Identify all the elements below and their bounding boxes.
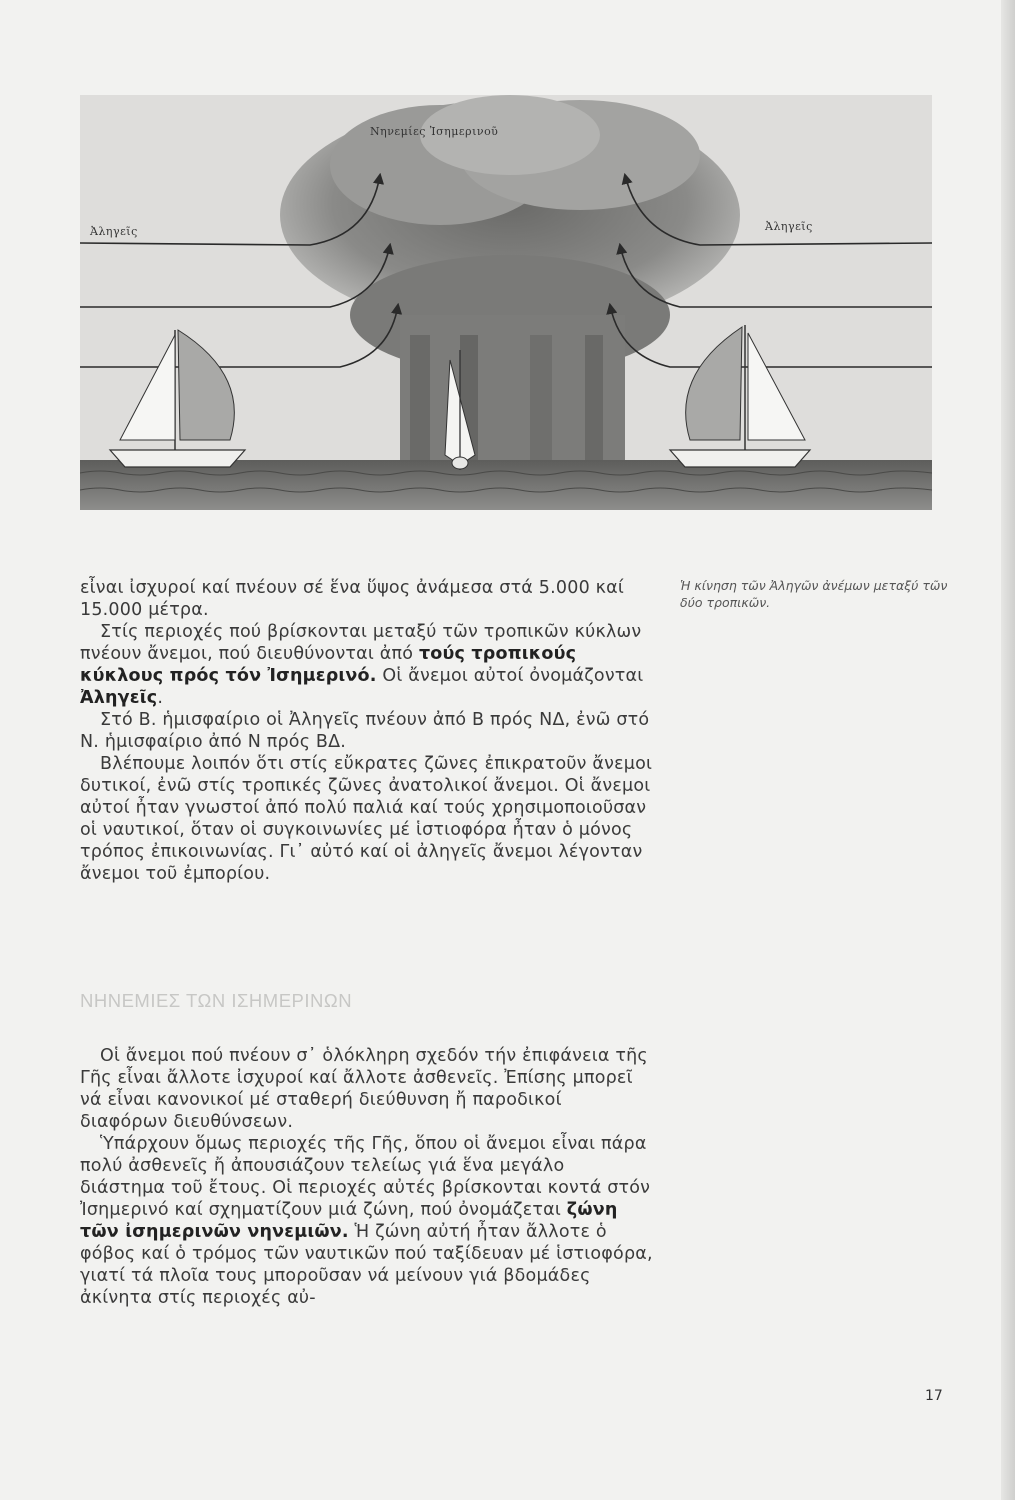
paragraph: Βλέπουμε λοιπόν ὅτι στίς εὔκρατες ζῶνες ἐπικρατοῦν ἄνεμοι δυτικοί, ἐνῶ στίς τροπικές ζῶνες ἀνατολικοί ἄνεμοι. Οἱ ἄνεμοι αὐτοί ἦταν γνωστοί ἀπό πολύ παλιά καί τούς χρησιμοποιοῦσαν οἱ ναυτικοί, ὅταν οἱ συγκοινωνίες μέ ἱστιοφόρα ἦταν ὁ μόνος τρόπος ἐπικοινωνίας. Γι᾽ αὐτό καί οἱ ἀληγεῖς ἄνεμοι λέγονταν ἄνεμοι τοῦ ἐμπορίου. (80, 754, 653, 884)
trade-winds-illustration (80, 95, 932, 510)
paragraph (80, 1133, 655, 1309)
section2-text (80, 1045, 655, 1309)
text-span: . (157, 688, 164, 708)
page-edge (1001, 0, 1015, 1500)
figure-label-top: Νηνεμίες Ἰσημερινοῦ (370, 125, 499, 138)
paragraph: Οἱ ἄνεμοι πού πνέουν σ᾽ ὁλόκληρη σχεδόν τήν ἐπιφάνεια τῆς Γῆς εἶναι ἄλλοτε ἰσχυροί καί ἄλλοτε ἀσθενεῖς. Ἐπίσης μπορεῖ νά εἶναι κανονικοί μέ σταθερή διεύθυνση ἤ παροδικοί διαφόρων διευθύνσεων. (80, 1046, 648, 1132)
paragraph (80, 621, 655, 709)
section1-text (80, 577, 655, 885)
page-number: 17 (925, 1388, 943, 1404)
figure-label-right: Ἀληγεῖς (765, 220, 813, 233)
text-span: Ἡ ζώνη αὐτή ἦταν ἄλλοτε ὁ φόβος καί ὁ τρόμος τῶν ναυτικῶν πού ταξίδευαν μέ ἱστιοφόρα, γιατί τά πλοῖα τους μποροῦσαν νά μείνουν γιά βδομάδες ἀκίνητα στίς περιοχές αὐ- (80, 1222, 653, 1308)
figure-caption: Ἡ κίνηση τῶν Ἀληγῶν ἀνέμων μεταξύ τῶν δύο τροπικῶν. (680, 578, 948, 610)
paragraph: εἶναι ἰσχυροί καί πνέουν σέ ἕνα ὕψος ἀνάμεσα στά 5.000 καί 15.000 μέτρα. (80, 578, 625, 620)
text-span: Στίς περιοχές πού βρίσκονται μεταξύ τῶν τροπικῶν κύκλων πνέουν ἄνεμοι, πού διευθύνονται ἀπό (80, 622, 642, 664)
figure-label-left: Ἀληγεῖς (90, 225, 138, 238)
bold-text: ζώνη τῶν ἰσημερινῶν νηνεμιῶν. (80, 1200, 618, 1242)
text-span: Ὑπάρχουν ὅμως περιοχές τῆς Γῆς, ὅπου οἱ ἄνεμοι εἶναι πάρα πολύ ἀσθενεῖς ἤ ἀπουσιάζουν τελείως γιά ἕνα μεγάλο διάστημα τοῦ ἔτους. Οἱ περιοχές αὐτές βρίσκονται κοντά στόν Ἰσημερινό καί σχηματίζουν μιά ζώνη, πού ὀνομάζεται (80, 1134, 651, 1220)
bold-text: τούς τροπικούς κύκλους πρός τόν Ἰσημερινό. (80, 644, 577, 686)
section-heading: ΝΗΝΕΜΙΕΣ ΤΩΝ ΙΣΗΜΕΡΙΝΩΝ (80, 990, 353, 1011)
bold-text: Ἀληγεῖς (80, 688, 158, 708)
text-span: Οἱ ἄνεμοι αὐτοί ὀνομάζονται (376, 666, 644, 686)
paragraph: Στό Β. ἡμισφαίριο οἱ Ἀληγεῖς πνέουν ἀπό Β πρός ΝΔ, ἐνῶ στό Ν. ἡμισφαίριο ἀπό Ν πρός ΒΔ. (80, 710, 650, 752)
illustration-svg (80, 95, 932, 510)
